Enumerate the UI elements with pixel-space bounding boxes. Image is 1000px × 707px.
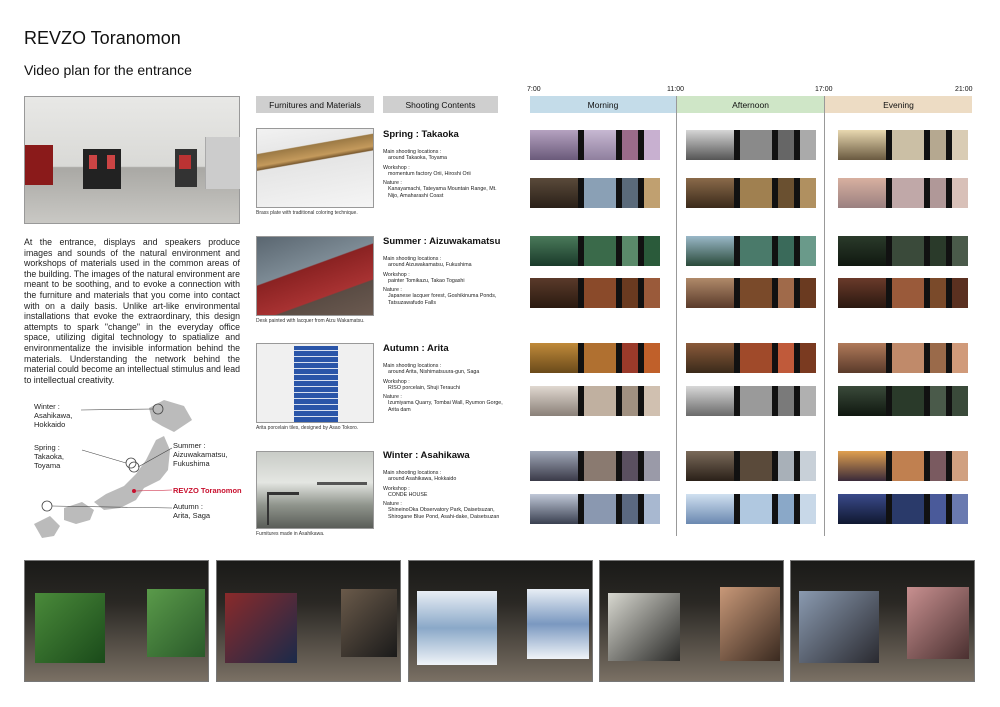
divider-17 [824, 96, 825, 536]
material-photo-winter [256, 451, 374, 529]
video-strip [686, 130, 816, 160]
video-strip [530, 278, 660, 308]
season-meta-autumn: Main shooting locations : around Arita, Nishimatsuura-gun, Saga Workshop : RISO porcelain, Shuji Terauchi Nature : Izumiyama Quarry, Tombai Wall, Ryumon Gorge, Arita dam [383, 363, 503, 413]
material-photo-spring [256, 128, 374, 208]
room-render-5 [790, 560, 975, 682]
season-meta-summer: Main shooting locations : around Aizuwakamatsu, Fukushima Workshop : painter Tomikazu, Takao Togashi Nature : Japanese lacquer forest, Goshikinuma Ponds, Tatsuzawafudo Falls [383, 256, 497, 306]
room-render-2 [216, 560, 401, 682]
video-strip [838, 130, 968, 160]
material-photo-summer [256, 236, 374, 316]
video-strip [838, 236, 968, 266]
page-title: REVZO Toranomon [24, 28, 181, 48]
video-strip [686, 343, 816, 373]
band-morning: Morning [530, 96, 676, 113]
season-title-autumn: Autumn : Arita [383, 343, 449, 354]
header-shooting: Shooting Contents [383, 96, 498, 113]
video-strip [530, 178, 660, 208]
header-furnitures: Furnitures and Materials [256, 96, 374, 113]
room-render-4 [599, 560, 784, 682]
tick-21: 21:00 [955, 86, 973, 93]
tick-7: 7:00 [527, 86, 541, 93]
video-strip [530, 236, 660, 266]
description-text: At the entrance, displays and speakers produce images and sounds of the natural environment and workshops of materials used in the common areas of the building. The images of the natural environment are meant to be soothing, and to evoke a connection with the furniture and materials that you come into contact with on a daily basis. Unlike art-like environmental installations that evoke the extraordinary, this design attempts to spark "change" in the everyday office space, utilizing digital technology to spatialize and environmentalize the invisible information behind the materials. Understanding the network behind the material could become an intellectual stimulus and lead to intellectual creativity. [24, 237, 240, 385]
video-strip [838, 178, 968, 208]
entrance-photo [24, 96, 240, 224]
season-meta-winter: Main shooting locations : around Asahikawa, Hokkaido Workshop : CONDE HOUSE Nature : ShineinoOka Observatory Park, Daisetsuzan, Shirogane Blue Pond, Asahi-dake, Daisetsuzan [383, 470, 500, 520]
band-evening: Evening [825, 96, 972, 113]
video-strip [686, 178, 816, 208]
season-meta-spring: Main shooting locations : around Takaoka, Toyama Workshop : momentum factory Orii, Hiroshi Orii Nature : Kanayamachi, Tateyama Mountain Range, Mt. Nijo, Amaharashi Coast [383, 149, 497, 199]
material-caption-winter: Furnitures made in Asahikawa. [256, 531, 325, 537]
video-strip [686, 494, 816, 524]
video-strip [530, 130, 660, 160]
video-strip [686, 278, 816, 308]
video-strip [838, 451, 968, 481]
season-title-spring: Spring : Takaoka [383, 129, 459, 140]
video-strip [686, 386, 816, 416]
video-strip [530, 343, 660, 373]
room-render-1 [24, 560, 209, 682]
video-strip [838, 343, 968, 373]
map-label-summer: Summer : Aizuwakamatsu, Fukushima [173, 441, 228, 468]
map-label-spring: Spring : Takaoka, Toyama [34, 443, 65, 470]
video-strip [530, 451, 660, 481]
video-strip [838, 494, 968, 524]
video-strip [838, 278, 968, 308]
material-caption-summer: Desk painted with lacquer from Aizu Wakamatsu. [256, 318, 365, 324]
band-afternoon: Afternoon [677, 96, 824, 113]
material-photo-autumn [256, 343, 374, 423]
video-strip [838, 386, 968, 416]
video-strip [686, 451, 816, 481]
map-label-winter: Winter : Asahikawa, Hokkaido [34, 402, 73, 429]
page-subtitle: Video plan for the entrance [24, 62, 192, 78]
room-render-3 [408, 560, 593, 682]
season-title-summer: Summer : Aizuwakamatsu [383, 236, 501, 247]
season-title-winter: Winter : Asahikawa [383, 450, 470, 461]
material-caption-spring: Brass plate with traditional coloring technique. [256, 210, 358, 216]
material-caption-autumn: Arita porcelain tiles, designed by Asao Tokoro. [256, 425, 359, 431]
map-label-revzo: REVZO Toranomon [173, 486, 242, 495]
map-label-autumn: Autumn : Arita, Saga [173, 502, 211, 520]
video-strip [530, 494, 660, 524]
tick-17: 17:00 [815, 86, 833, 93]
tick-11: 11:00 [667, 86, 684, 93]
video-strip [686, 236, 816, 266]
divider-11 [676, 96, 677, 536]
video-strip [530, 386, 660, 416]
